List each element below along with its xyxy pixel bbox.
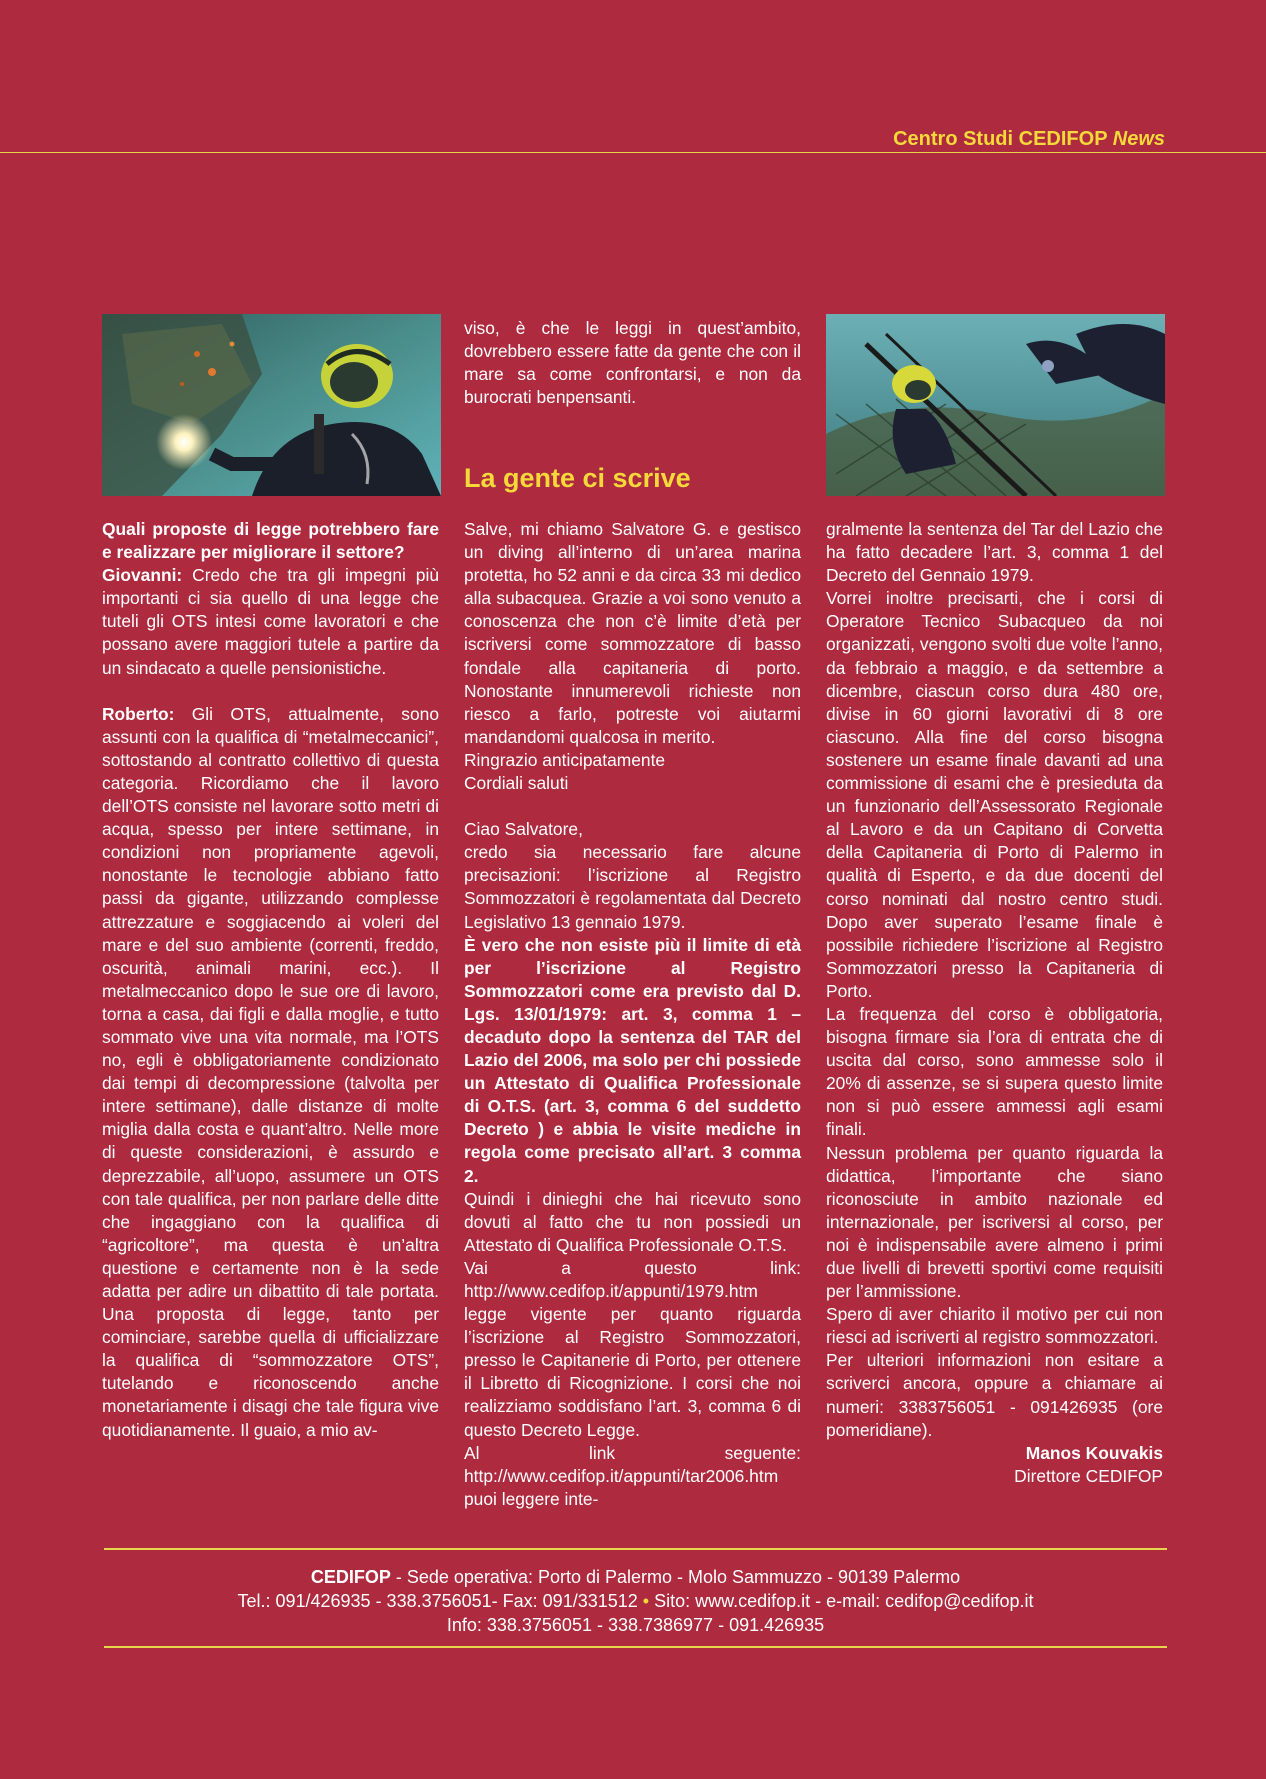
signature-role: Direttore CEDIFOP [1014, 1465, 1163, 1486]
footer-address: - Sede operativa: Porto di Palermo - Molo Sammuzzo - 90139 Palermo [390, 1567, 961, 1587]
continuation-text: viso, è che le leggi in quest’ambito, dovrebbero essere fatte da gente che con il mare sa come confrontarsi, e non da burocrati benpensanti. [464, 318, 801, 408]
title-news: News [1112, 128, 1165, 150]
roberto-label: Roberto: [102, 703, 175, 724]
reply-continuation-column [826, 518, 1163, 1488]
footer-web-email: Sito: www.cedifop.it - e-mail: cedifop@cedifop.it [649, 1591, 1034, 1611]
giovanni-answer [102, 564, 439, 679]
footer-divider-top [104, 1548, 1167, 1550]
footer-phones: Tel.: 091/426935 - 338.3756051- Fax: 091/331512 [237, 1591, 643, 1611]
reply-bold-paragraph: È vero che non esiste più il limite di età per l’iscrizione al Registro Sommozzatori come era previsto dal D. Lgs. 13/01/1979: art. 3, comma 1 – decaduto dopo la sentenza del TAR del Lazio del 2006, ma solo per chi possiede un Attestato di Qualifica Professionale di O.T.S. (art. 3, comma 6 del suddetto Decreto ) e abbia le visite mediche in regola come precisato all’art. 3 comma 2. [464, 934, 801, 1186]
letter-regards: Cordiali saluti [464, 773, 569, 794]
footer-contact [104, 1565, 1167, 1637]
reply-paragraph: La frequenza del corso è obbligatoria, bisogna firmare sia l’ora di entrata che di uscita dal corso, sono ammesse solo il 20% di assenze, se si supera questo limite non si può essere ammessi agli esami finali. [826, 1003, 1163, 1140]
reply-paragraph: credo sia necessario fare alcune precisazioni: l’iscrizione al Registro Sommozzatori è regolamentata dal Decreto Legislativo 13 gennaio 1979. [464, 842, 801, 932]
roberto-text: Gli OTS, attualmente, sono assunti con la qualifica di “metalmeccanici”, sottostando al contratto collettivo di questa categoria. Ricordiamo che il lavoro dell’OTS consiste nel lavorare sotto metri di acqua, spesso per intere settimane, in condizioni non propriamente agevoli, nonostante le tecnologie abbiano fatto passi da gigante, utilizzando complesse attrezzature e soggiacendo ai voleri del mare e del suo ambiente (correnti, freddo, oscurità, animali marini, ecc.). Il metalmeccanico dopo le sue ore di lavoro, torna a casa, dai figli e dalla moglie, e tutto sommato vive una vita normale, ma l’OTS no, egli è obbligatoriamente condizionato dai tempi di decompressione (talvolta per intere settimane), dalle distanze di molte miglia dalla costa e quant’altro. Nelle more di queste considerazioni, è assurdo e deprezzabile, all’uopo, assumere un OTS con tale qualifica, per non parlare delle ditte che ingaggiano con la qualifica di “agricoltore”, ma questa è un’altra questione e certamente non è la sede adatta per adire un dibattito di tale portata. Una proposta di legge, tanto per cominciare, sarebbe quella di ufficializzare la qualifica di “sommozzatore OTS”, tutelando e riconoscendo anche monetariamente i disagi che tale figura vive quotidianamente. Il guaio, a mio av- [102, 703, 439, 1440]
footer-line-info: Info: 338.3756051 - 338.7386977 - 091.426935 [446, 1615, 825, 1635]
reply-paragraph: Nessun problema per quanto riguarda la didattica, l’importante che siano riconosciute in ambito nazionale ed internazionale, per iscriversi al corso, per noi è indispensabile avere almeno i primi due livelli di brevetti sportivi come requisiti per l’ammissione. [826, 1142, 1163, 1302]
reply-link-paragraph: Al link seguente: http://www.cedifop.it/appunti/tar2006.htm puoi leggere inte- [464, 1442, 801, 1509]
footer-org: CEDIFOP [310, 1567, 391, 1587]
letter-thanks: Ringrazio anticipatamente [464, 749, 666, 770]
reply-paragraph: Spero di aver chiarito il motivo per cui non riesci ad iscriverti al registro sommozzatori. [826, 1304, 1163, 1348]
giovanni-text: Credo che tra gli impegni più importanti ci sia quello di una legge che tuteli gli OTS intesi come lavoratori e che possano avere maggiori tutele a partire da un sindacato a quelle pensionistiche. [102, 565, 439, 678]
reply-greeting: Ciao Salvatore, [464, 819, 583, 840]
reply-paragraph: Quindi i dinieghi che hai ricevuto sono dovuti al fatto che tu non possiedi un Attestato di Qualifica Professionale O.T.S. [464, 1188, 801, 1255]
publication-title [893, 127, 1165, 151]
signature-name: Manos Kouvakis [1025, 1442, 1163, 1463]
footer-divider-bottom [104, 1646, 1167, 1648]
reply-link-paragraph: Vai a questo link: http://www.cedifop.it/appunti/1979.htm legge vigente per quanto riguarda l’iscrizione al Registro Sommozzatori, presso le Capitanerie di Porto, per ottenere il Libretto di Ricognizione. I corsi che noi realizziamo soddisfano l’art. 3, comma 6 di questo Decreto Legge. [464, 1257, 801, 1440]
divers-net-photo [826, 314, 1165, 496]
reply-paragraph: Per ulteriori informazioni non esitare a scriverci ancora, oppure a chiamare ai numeri: 3383756051 - 091426935 (ore pomeridiane). [826, 1350, 1163, 1440]
bullet-icon: • [642, 1591, 650, 1611]
header-bar [0, 0, 1266, 153]
reply-paragraph: gralmente la sentenza del Tar del Lazio che ha fatto decadere l’art. 3, comma 1 del Decreto del Gennaio 1979. [826, 519, 1163, 586]
diver-welding-photo [102, 314, 441, 496]
giovanni-label: Giovanni: [102, 565, 183, 586]
letter-column [464, 518, 801, 1511]
reply-paragraph: Vorrei inoltre precisarti, che i corsi di Operatore Tecnico Subacqueo da noi organizzati, vengono svolti due volte l’anno, da febbraio a maggio, e da settembre a dicembre, ciascun corso dura 480 ore, divise in 60 giorni lavorativi di 8 ore ciascuno. Alla fine del corso bisogna sostenere un esame finale davanti ad una commissione di esami che è presieduta da un funzionario dell’Assessorato Regionale al Lavoro e da un Capitano di Corvetta della Capitaneria di Porto di Palermo in qualità di Esperto, e da due docenti del corso nominati dal nostro centro studi. Dopo aver superato l’esame finale è possibile richiedere l’iscrizione al Registro Sommozzatori presso la Capitaneria di Porto. [826, 588, 1163, 1001]
footer-line-address [104, 1565, 1167, 1589]
section-heading: La gente ci scrive [464, 463, 691, 493]
reader-letter: Salve, mi chiamo Salvatore G. e gestisco un diving all’interno di un’area marina protetta, ho 52 anni e da circa 33 mi dedico alla subacquea. Grazie a voi sono venuto a conoscenza che non c’è limite d’età per iscriversi come sommozzatore di basso fondale alla capitaneria di porto. Nonostante innumerevoli richieste non riesco a farlo, potreste voi aiutarmi mandandomi qualcosa in merito. [464, 519, 801, 747]
interview-question: Quali proposte di legge potrebbero fare e realizzare per migliorare il settore? [102, 519, 439, 563]
footer-line-contacts [104, 1589, 1167, 1613]
roberto-answer [102, 703, 439, 1442]
title-main: Centro Studi CEDIFOP [893, 128, 1108, 150]
interview-continuation [464, 317, 801, 409]
interview-column [102, 518, 439, 1442]
